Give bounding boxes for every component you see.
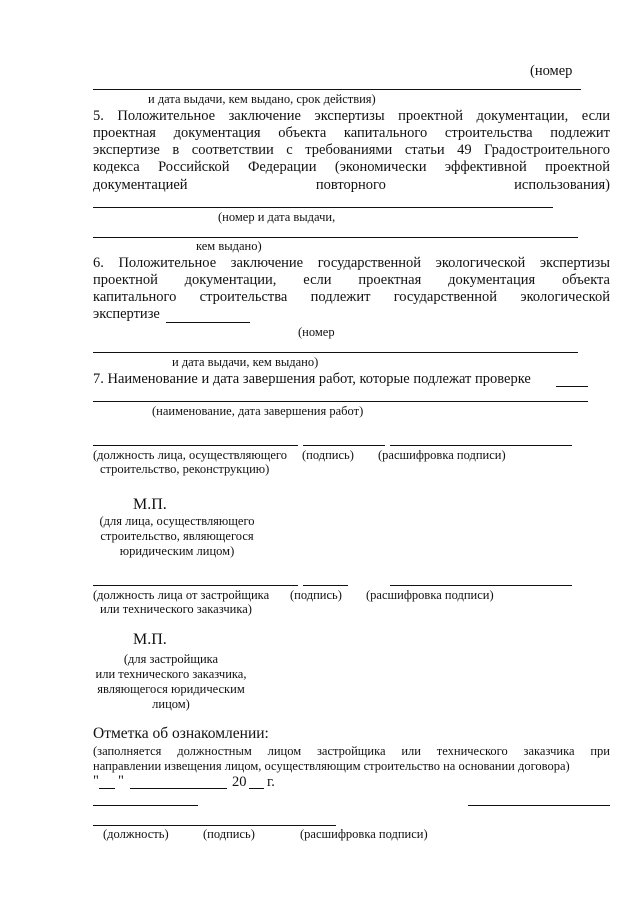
section6-note1: (номер — [298, 325, 335, 339]
section6-inline-line[interactable] — [166, 322, 250, 323]
section6-text — [93, 255, 610, 306]
section5-line1: 5. Положительное заключение экспертизы проектной документации, если — [93, 108, 610, 124]
sign2-stamp: М.П. — [133, 631, 167, 648]
section7-inline-line[interactable] — [556, 386, 588, 387]
sign1-stamp-note-2: строительство, являющегося — [100, 529, 254, 543]
ack-text-1-content: (заполняется должностным лицом застройщика или технического заказчика при — [93, 744, 610, 758]
ack-year-prefix: 20 — [232, 774, 247, 790]
section5-note1: (номер и дата выдачи, — [218, 210, 336, 224]
ack-day-line[interactable] — [99, 788, 115, 789]
sign1-stamp-note-1: (для лица, осуществляющего — [99, 514, 255, 528]
section6-line3: капитального строительства подлежит государственной экологической — [93, 289, 610, 305]
sign1-signature-label: (подпись) — [302, 448, 354, 462]
sign2-position-label-2: или технического заказчика) — [100, 602, 252, 616]
ack-title: Отметка об ознакомлении: — [93, 725, 269, 742]
sign2-stamp-note-2: или технического заказчика, — [95, 667, 247, 681]
ack-decode-label: (расшифровка подписи) — [300, 827, 428, 841]
section6-line2: проектной документации, если проектная документация объекта — [93, 272, 610, 288]
sign1-position-label: (должность лица, осуществляющего — [93, 448, 287, 462]
section5-text — [93, 108, 610, 176]
section6-fill-line[interactable] — [93, 352, 578, 353]
sign2-position-line[interactable] — [93, 585, 298, 586]
ack-sign-line[interactable] — [93, 825, 336, 826]
top-fill-line[interactable] — [93, 89, 581, 90]
sign1-stamp-note-3: юридическим лицом) — [119, 544, 235, 558]
ack-text-1 — [93, 745, 610, 758]
section5-fill-line-2[interactable] — [93, 237, 578, 238]
sign2-decode-label: (расшифровка подписи) — [366, 588, 494, 602]
section6-note2: и дата выдачи, кем выдано) — [172, 355, 319, 369]
sign1-position-line[interactable] — [93, 445, 298, 446]
ack-year-line[interactable] — [249, 788, 264, 789]
sign2-decode-line[interactable] — [390, 585, 572, 586]
sign2-signature-line[interactable] — [303, 585, 348, 586]
section5-line5-text: документацией повторного использования) — [93, 177, 610, 193]
section5-line5 — [93, 178, 610, 193]
ack-month-line[interactable] — [130, 788, 227, 789]
sign2-position-label: (должность лица от застройщика — [93, 588, 270, 602]
section5-line3: экспертизе в соответствии с требованиями статьи 49 Градостроительного — [93, 142, 610, 158]
section7-line1: 7. Наименование и дата завершения работ, которые подлежат проверке — [93, 371, 531, 387]
section5-fill-line-1[interactable] — [93, 207, 553, 208]
ack-quote-close: " — [118, 773, 124, 789]
section5-line4: кодекса Российской Федерации (экономически эффективной проектной — [93, 159, 610, 175]
ack-year-suffix: г. — [267, 774, 275, 790]
top-nomer-label: (номер — [530, 63, 573, 79]
sign2-stamp-note-1: (для застройщика — [123, 652, 219, 666]
section7-fill-line[interactable] — [93, 401, 588, 402]
ack-extra-line-left[interactable] — [93, 805, 198, 806]
ack-extra-line-right[interactable] — [468, 805, 610, 806]
sign1-stamp: М.П. — [133, 496, 167, 513]
sign2-stamp-note-4: лицом) — [152, 697, 190, 711]
section5-line2: проектная документация объекта капитального строительства подлежит — [93, 125, 610, 141]
section7-note: (наименование, дата завершения работ) — [152, 404, 364, 418]
ack-quote-open: " — [93, 773, 99, 789]
sign1-decode-label: (расшифровка подписи) — [378, 448, 506, 462]
sign1-decode-line[interactable] — [390, 445, 572, 446]
section6-line4: экспертизе — [93, 306, 160, 322]
ack-text-2: направлении извещения лицом, осуществляющим строительство на основании договора) — [93, 759, 570, 773]
section5-note2: кем выдано) — [196, 239, 262, 253]
section6-line1: 6. Положительное заключение государственной экологической экспертизы — [93, 255, 610, 271]
ack-position-label: (должность) — [103, 827, 169, 841]
ack-signature-label: (подпись) — [203, 827, 255, 841]
sign2-stamp-note-3: являющегося юридическим — [97, 682, 245, 696]
sign2-signature-label: (подпись) — [290, 588, 342, 602]
sign1-signature-line[interactable] — [303, 445, 385, 446]
sign1-position-label-2: строительство, реконструкцию) — [100, 462, 270, 476]
top-issue-note: и дата выдачи, кем выдано, срок действия) — [148, 92, 376, 106]
